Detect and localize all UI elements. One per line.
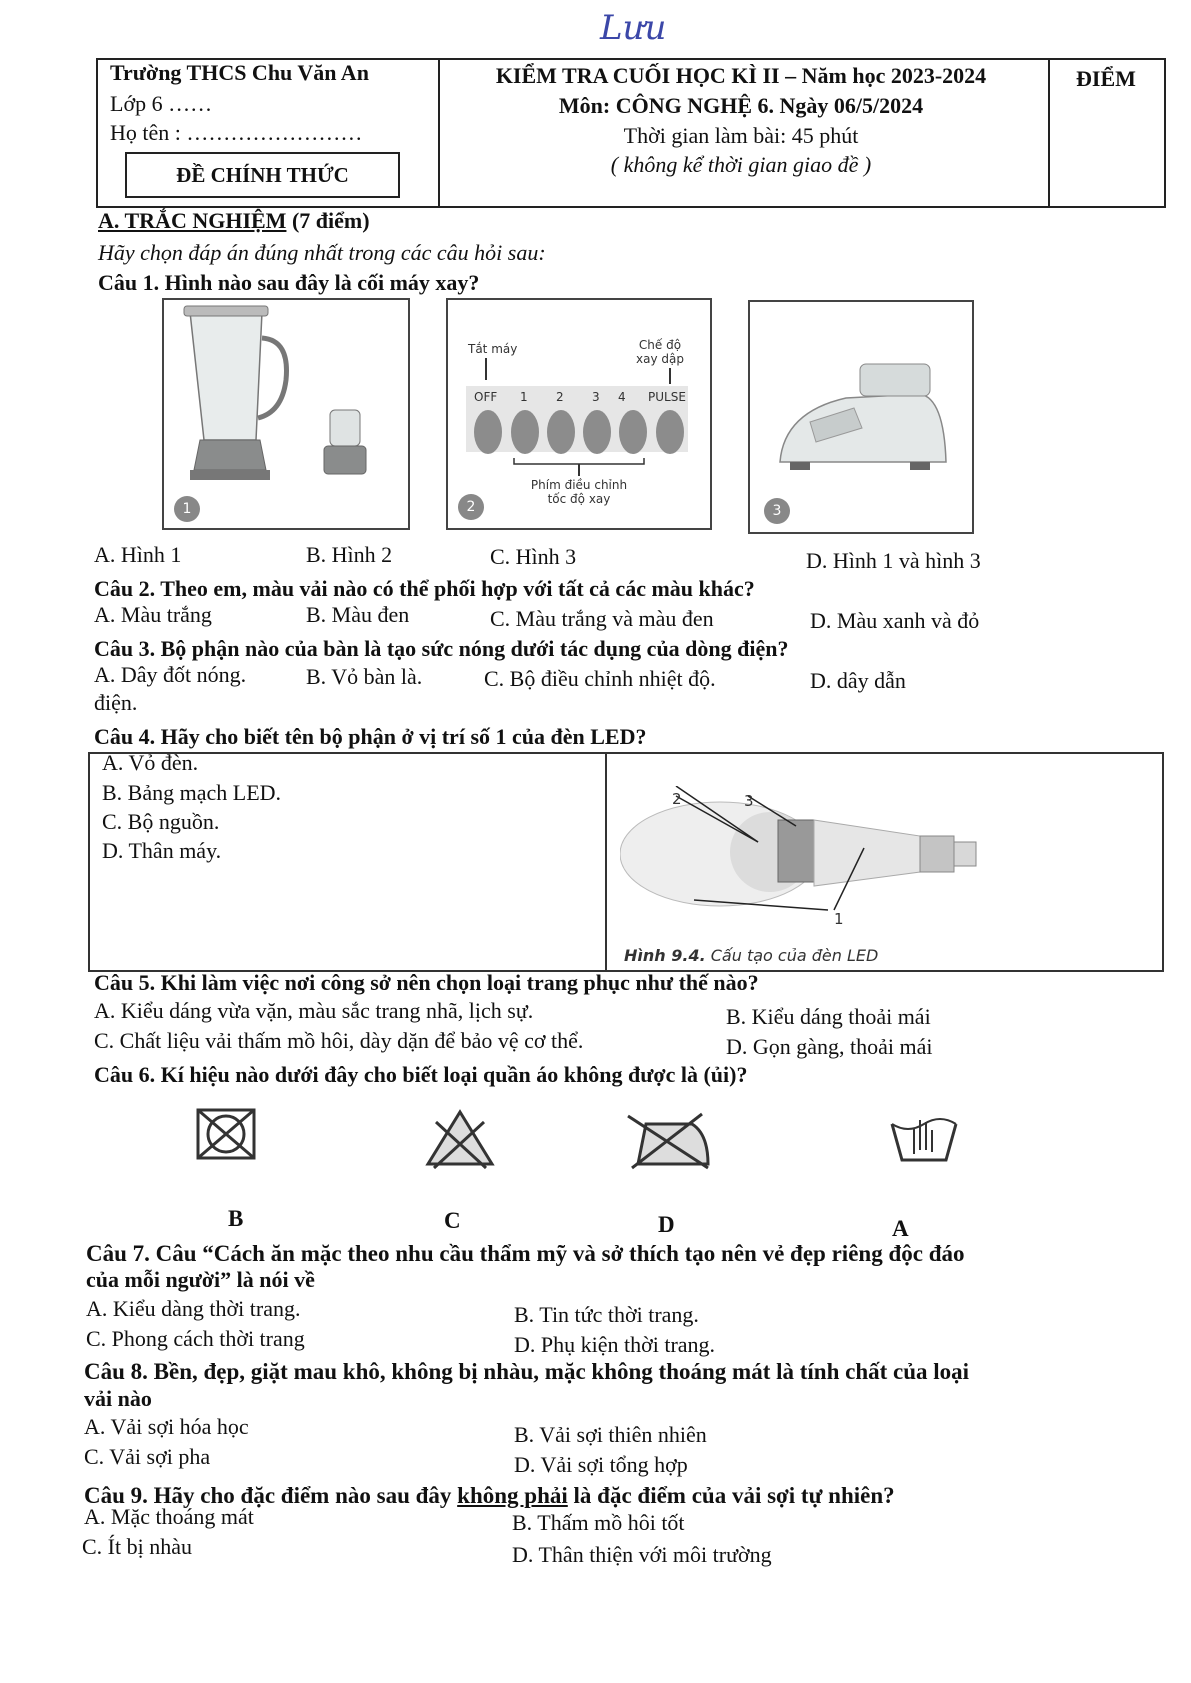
speed-key-2-label: 2 — [556, 390, 564, 404]
q9-emphasis: không phải — [457, 1483, 568, 1508]
school-name: Trường THCS Chu Văn An — [110, 60, 369, 85]
q1-option-a: A. Hình 1 — [94, 542, 182, 567]
q8-option-c: C. Vải sợi pha — [84, 1444, 211, 1469]
exam-subject: Môn: CÔNG NGHỆ 6. Ngày 06/5/2024 — [558, 93, 924, 118]
q7-option-c: C. Phong cách thời trang — [86, 1326, 305, 1351]
led-caption-number: Hình 9.4. — [624, 946, 706, 965]
q7-text: Câu 7. Câu “Cách ăn mặc theo nhu cầu thẩm mỹ và sở thích tạo nên vẻ đẹp riêng độc đáo — [86, 1241, 965, 1266]
q8-option-a: A. Vải sợi hóa học — [84, 1414, 249, 1439]
off-caption: Tắt máy — [468, 342, 518, 356]
q7-text-continued: của mỗi người” là nói về — [86, 1267, 315, 1292]
pulse-caption: Chế độ xay dập — [636, 338, 684, 366]
q4-option-d: D. Thân máy. — [102, 838, 222, 863]
q8-text-continued: vải nào — [84, 1386, 152, 1411]
exam-title: KIỂM TRA CUỐI HỌC KÌ II – Năm học 2023-2024 — [495, 63, 987, 88]
section-a-instruction: Hãy chọn đáp án đúng nhất trong các câu hỏi sau: — [98, 240, 546, 265]
do-not-bleach-icon — [424, 1108, 496, 1170]
speed-key-3-label: 3 — [592, 390, 600, 404]
q2-option-a: A. Màu trắng — [94, 602, 212, 627]
section-a-heading — [98, 208, 370, 234]
q3-option-c: C. Bộ điều chỉnh nhiệt độ. — [484, 666, 716, 691]
symbol-label-c: C — [444, 1208, 461, 1233]
hand-wash-icon — [888, 1110, 960, 1168]
figure-number-badge: 3 — [764, 498, 790, 524]
speed-keys-caption: Phím điều chỉnh tốc độ xay — [530, 478, 628, 506]
led-label-3: 3 — [744, 792, 754, 810]
teacher-signature: Lưu — [600, 8, 667, 48]
q3-option-b: B. Vỏ bàn là. — [306, 664, 423, 689]
q1-figure-2 — [446, 298, 712, 530]
exam-time-note: ( không kể thời gian giao đề ) — [610, 152, 872, 177]
q7-option-a: A. Kiểu dàng thời trang. — [86, 1296, 301, 1321]
speed-key-1-label: 1 — [520, 390, 528, 404]
q4-text: Câu 4. Hãy cho biết tên bộ phận ở vị trí số 1 của đèn LED? — [94, 724, 647, 749]
q8-text: Câu 8. Bền, đẹp, giặt mau khô, không bị nhàu, mặc không thoáng mát là tính chất của loại — [84, 1359, 970, 1384]
q9-option-a: A. Mặc thoáng mát — [84, 1504, 254, 1529]
symbol-label-b: B — [228, 1206, 244, 1231]
q9-option-b: B. Thấm mồ hôi tốt — [512, 1510, 685, 1535]
q1-figure-1 — [162, 298, 410, 530]
q6-text: Câu 6. Kí hiệu nào dưới đây cho biết loại quần áo không được là (ủi)? — [94, 1062, 748, 1087]
led-label-2: 2 — [672, 790, 682, 808]
q9-text-start: Câu 9. Hãy cho đặc điểm nào sau đây — [84, 1483, 458, 1508]
q2-option-c: C. Màu trắng và màu đen — [490, 606, 714, 631]
q8-option-b: B. Vải sợi thiên nhiên — [514, 1422, 707, 1447]
q4-option-c: C. Bộ nguồn. — [102, 809, 220, 834]
pulse-key-label: PULSE — [648, 390, 686, 404]
q8-option-d: D. Vải sợi tổng hợp — [514, 1452, 688, 1477]
off-key-label: OFF — [474, 390, 498, 404]
q2-option-b: B. Màu đen — [306, 602, 410, 627]
figure-number-badge: 2 — [458, 494, 484, 520]
q9-option-d: D. Thân thiện với môi trường — [512, 1542, 772, 1567]
q7-option-d: D. Phụ kiện thời trang. — [514, 1332, 716, 1357]
section-a-title: A. TRẮC NGHIỆM — [98, 208, 287, 233]
q3-text: Câu 3. Bộ phận nào của bàn là tạo sức nóng dưới tác dụng của dòng điện? — [94, 636, 789, 661]
q5-option-b: B. Kiểu dáng thoải mái — [726, 1004, 931, 1029]
speed-key-4-label: 4 — [618, 390, 626, 404]
do-not-tumble-dry-icon — [194, 1106, 260, 1164]
q1-option-d: D. Hình 1 và hình 3 — [806, 548, 981, 573]
symbol-label-a: A — [892, 1216, 909, 1241]
do-not-iron-icon — [622, 1110, 714, 1172]
blender-illustration — [164, 300, 408, 528]
q3-option-d: D. dây dẫn — [810, 668, 906, 693]
q4-option-a: A. Vỏ đèn. — [102, 750, 199, 775]
q4-option-b: B. Bảng mạch LED. — [102, 780, 282, 805]
official-exam-box: ĐỀ CHÍNH THỨC — [125, 152, 400, 198]
figure-number-badge: 1 — [174, 496, 200, 522]
class-line: Lớp 6 …… — [110, 91, 213, 116]
q1-option-b: B. Hình 2 — [306, 542, 393, 567]
q1-text: Câu 1. Hình nào sau đây là cối máy xay? — [98, 270, 480, 295]
section-a-points: (7 điểm) — [286, 208, 370, 233]
led-figure-caption — [624, 946, 878, 965]
q5-option-a: A. Kiểu dáng vừa vặn, màu sắc trang nhã, lịch sự. — [94, 998, 534, 1023]
led-caption-text: Cấu tạo của đèn LED — [705, 946, 879, 965]
q3-option-d-continued: điện. — [94, 690, 138, 715]
q2-text: Câu 2. Theo em, màu vải nào có thể phối hợp với tất cả các màu khác? — [94, 576, 755, 601]
q7-option-b: B. Tin tức thời trang. — [514, 1302, 699, 1327]
blender-base-illustration — [750, 302, 972, 532]
q9-option-c: C. Ít bị nhàu — [82, 1534, 192, 1559]
q1-option-c: C. Hình 3 — [490, 544, 577, 569]
score-label: ĐIỂM — [1076, 66, 1136, 91]
q2-option-d: D. Màu xanh và đỏ — [810, 608, 980, 633]
q9-text-end: là đặc điểm của vải sợi tự nhiên? — [567, 1483, 895, 1508]
q1-figure-3 — [748, 300, 974, 534]
q3-option-a: A. Dây đốt nóng. — [94, 662, 247, 687]
q5-option-c: C. Chất liệu vải thấm mồ hôi, dày dặn để bảo vệ cơ thể. — [94, 1028, 584, 1053]
q5-text: Câu 5. Khi làm việc nơi công sở nên chọn loại trang phục như thế nào? — [94, 970, 759, 995]
symbol-label-d: D — [658, 1212, 675, 1237]
led-label-1: 1 — [834, 910, 844, 928]
student-name-line: Họ tên : …………………… — [110, 120, 363, 145]
exam-time: Thời gian làm bài: 45 phút — [623, 123, 859, 148]
q5-option-d: D. Gọn gàng, thoải mái — [726, 1034, 933, 1059]
